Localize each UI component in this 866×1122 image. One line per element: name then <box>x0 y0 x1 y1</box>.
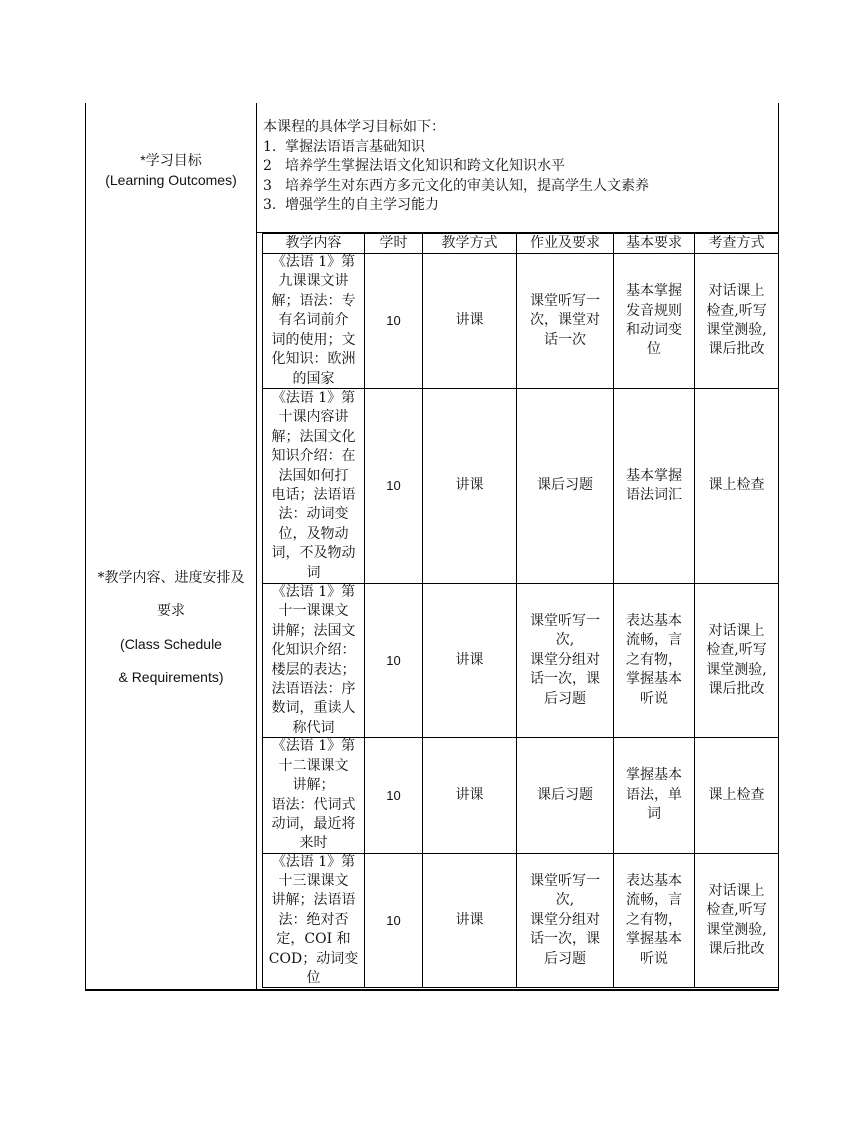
header-homework: 作业及要求 <box>530 234 600 251</box>
cell-text <box>626 282 682 360</box>
cell-line: 课堂测验, <box>706 921 767 938</box>
cell-line: 位 <box>306 970 321 987</box>
cell-line: 化知识：欧洲 <box>271 351 356 368</box>
cell-homework <box>517 584 613 737</box>
cell-line: 课堂听写一 <box>530 612 600 629</box>
cell-line: 数词，重读人 <box>271 700 356 717</box>
cell-line: 化知识介绍： <box>271 642 356 659</box>
cell-line: 词 <box>647 806 661 823</box>
learning-outcome-number: 3. <box>263 197 277 213</box>
cell-line: 表达基本 <box>626 612 682 629</box>
cell-homework <box>517 738 613 853</box>
cell-basic-requirements <box>614 738 694 853</box>
schedule-label-en-1: (Class Schedule <box>120 636 222 652</box>
cell-text: 10 <box>386 313 401 329</box>
cell-content <box>263 389 364 583</box>
cell-line: 讲解；法国文 <box>271 622 356 639</box>
cell-line: 表达基本 <box>626 872 682 889</box>
learning-outcome-item <box>263 157 649 177</box>
learning-outcome-number: 1. <box>263 138 277 155</box>
cell-basic-requirements <box>614 584 694 737</box>
cell-basic-requirements <box>614 389 694 583</box>
cell-hours <box>365 738 422 853</box>
header-hours: 学时 <box>379 234 408 251</box>
cell-text: 10 <box>386 478 401 494</box>
cell-line: 课堂分组对 <box>530 651 600 668</box>
cell-line: 课上检查 <box>708 477 765 494</box>
cell-line: 和动词变 <box>626 322 682 338</box>
cell-line: 话一次，课 <box>530 671 600 688</box>
cell-line: 十二课课文 <box>278 757 349 774</box>
learning-outcome-item <box>263 177 649 197</box>
cell-content <box>263 738 364 853</box>
cell-hours <box>365 854 422 987</box>
cell-text: 10 <box>386 912 401 928</box>
learning-outcomes-intro: 本课程的具体学习目标如下： <box>263 119 445 135</box>
cell-line: 流畅，言 <box>626 632 682 649</box>
cell-line: 位 <box>647 341 661 358</box>
header-content: 教学内容 <box>285 234 342 251</box>
cell-line: 词的使用；文 <box>271 331 356 348</box>
cell-line: 解；语法：专 <box>271 292 356 309</box>
cell-line: 课堂分组对 <box>530 911 600 928</box>
cell-line: 话一次，课 <box>530 931 600 948</box>
learning-outcomes-label-cn: *学习目标 <box>140 152 202 168</box>
cell-line: 词，不及物动 <box>271 545 356 562</box>
outer-left-border <box>85 103 86 990</box>
cell-assessment <box>695 254 778 388</box>
cell-basic-requirements <box>614 254 694 388</box>
cell-line: 课后批改 <box>708 940 765 957</box>
cell-line: 讲解；法语语 <box>271 892 356 909</box>
cell-assessment <box>695 738 778 853</box>
cell-line: 掌握基本 <box>626 767 682 784</box>
cell-content <box>263 854 364 987</box>
cell-hours <box>365 389 422 583</box>
cell-line: 知识介绍：在 <box>271 448 356 465</box>
cell-line: 动词，最近将 <box>271 815 356 832</box>
cell-text: 讲课 <box>455 911 484 928</box>
cell-content <box>263 584 364 737</box>
cell-line: 课堂听写一 <box>530 872 600 889</box>
cell-line: 九课课文讲 <box>278 273 349 290</box>
cell-line: 检查,听写 <box>706 302 767 319</box>
cell-line: 课后批改 <box>708 341 765 358</box>
learning-outcome-item <box>263 196 649 216</box>
cell-line: 次, <box>555 892 575 909</box>
cell-text <box>709 786 765 805</box>
cell-line: 法语语法：序 <box>271 680 356 697</box>
cell-line: 十一课课文 <box>278 603 349 620</box>
cell-line: 流畅，言 <box>626 892 682 909</box>
cell-text <box>626 766 682 824</box>
cell-line: 法国如何打 <box>278 467 349 484</box>
cell-line: 后习题 <box>544 950 586 967</box>
cell-text <box>272 389 356 583</box>
cell-line: 基本掌握 <box>626 283 682 300</box>
cell-basic-requirements <box>614 854 694 987</box>
learning-outcome-number: 3 <box>263 177 272 194</box>
cell-line: 法：动词变 <box>278 506 349 523</box>
cell-line: 《法语 1》第 <box>271 254 356 271</box>
cell-homework <box>517 854 613 987</box>
cell-line: 来时 <box>299 835 328 852</box>
learning-outcome-number: 2 <box>263 158 272 174</box>
cell-line: 检查,听写 <box>706 642 767 659</box>
cell-text <box>537 476 593 495</box>
cell-text <box>537 786 593 805</box>
cell-line: 课堂测验, <box>706 322 767 338</box>
cell-line: 掌握基本 <box>626 671 682 688</box>
learning-outcomes-content <box>263 118 649 216</box>
cell-hours <box>365 254 422 388</box>
cell-text <box>706 622 766 700</box>
cell-line: 课后习题 <box>537 477 593 494</box>
cell-method <box>423 254 516 388</box>
cell-line: 之有物， <box>626 911 682 928</box>
cell-line: 《法语 1》第 <box>271 853 356 870</box>
cell-line: 课后批改 <box>708 680 765 697</box>
cell-text <box>626 872 682 969</box>
cell-line: 讲解； <box>292 777 335 794</box>
cell-text <box>269 853 358 989</box>
cell-line: 定，COI 和 <box>276 931 351 948</box>
cell-line: 听说 <box>640 690 668 707</box>
cell-line: 《法语 1》第 <box>271 738 356 755</box>
cell-assessment <box>695 584 778 737</box>
learning-outcomes-label <box>86 150 256 190</box>
cell-line: 后习题 <box>544 690 586 707</box>
cell-line: 掌握基本 <box>626 931 682 948</box>
cell-line: 有名词前介 <box>278 312 349 329</box>
cell-line: 对话课上 <box>708 283 765 300</box>
cell-line: 《法语 1》第 <box>271 583 356 600</box>
cell-text: 10 <box>386 787 401 803</box>
cell-line: COD；动词变 <box>268 950 359 967</box>
cell-line: 发音规则 <box>626 302 682 319</box>
cell-text <box>272 737 356 853</box>
cell-line: 之有物， <box>626 651 682 668</box>
cell-line: 课后习题 <box>537 786 593 803</box>
cell-method <box>423 389 516 583</box>
label-column-divider <box>256 103 257 990</box>
cell-line: 位，及物动 <box>278 525 349 542</box>
cell-text <box>706 282 766 360</box>
cell-homework <box>517 254 613 388</box>
cell-line: 解；法国文化 <box>271 428 356 445</box>
schedule-label-en-2: & Requirements) <box>118 669 224 685</box>
cell-text: 讲课 <box>455 651 484 668</box>
cell-line: 楼层的表达； <box>271 661 356 678</box>
cell-method <box>423 584 516 737</box>
header-basic-requirements: 基本要求 <box>626 234 682 251</box>
cell-text <box>530 872 600 969</box>
cell-text: 讲课 <box>455 477 484 494</box>
learning-outcome-text: 培养学生掌握法语文化知识和跨文化知识水平 <box>285 158 565 174</box>
cell-text <box>706 882 766 960</box>
header-method: 教学方式 <box>441 234 498 251</box>
schedule-label-cn-1: *教学内容、进度安排及 <box>97 570 245 586</box>
learning-outcome-text: 培养学生对东西方多元文化的审美认知，提高学生人文素养 <box>285 177 649 194</box>
cell-text <box>272 583 356 738</box>
cell-homework <box>517 389 613 583</box>
cell-line: 称代词 <box>292 719 335 736</box>
learning-outcome-text: 增强学生的自主学习能力 <box>285 197 439 213</box>
cell-text: 讲课 <box>455 786 484 803</box>
cell-line: 语法词汇 <box>626 487 682 503</box>
cell-line: 基本掌握 <box>626 467 682 484</box>
learning-outcome-text: 掌握法语语言基础知识 <box>285 138 425 155</box>
cell-line: 课堂听写一 <box>530 292 600 309</box>
cell-line: 十课内容讲 <box>278 409 349 426</box>
cell-assessment <box>695 389 778 583</box>
cell-line: 话一次 <box>544 331 586 348</box>
cell-text: 讲课 <box>455 312 484 329</box>
cell-line: 十三课课文 <box>278 872 349 889</box>
learning-outcome-item <box>263 138 649 158</box>
cell-line: 语法，单 <box>626 786 682 803</box>
cell-line: 课上检查 <box>708 786 765 803</box>
cell-line: 课堂测验, <box>706 661 767 678</box>
cell-assessment <box>695 854 778 987</box>
cell-text <box>530 612 600 709</box>
cell-line: 词 <box>306 564 321 581</box>
schedule-label-cn-2: 要求 <box>157 603 185 619</box>
schedule-label <box>86 562 256 694</box>
cell-method <box>423 738 516 853</box>
cell-text <box>626 612 682 709</box>
cell-line: 检查,听写 <box>706 902 767 919</box>
cell-text <box>530 292 600 350</box>
cell-text <box>272 253 356 389</box>
cell-line: 电话；法语语 <box>271 487 356 503</box>
cell-line: 《法语 1》第 <box>271 389 356 406</box>
cell-method <box>423 854 516 987</box>
cell-line: 对话课上 <box>708 882 765 899</box>
cell-content <box>263 254 364 388</box>
cell-line: 次, <box>555 632 575 649</box>
cell-text <box>626 467 682 506</box>
learning-outcomes-label-en: (Learning Outcomes) <box>105 172 237 188</box>
cell-line: 语法：代词式 <box>271 796 356 813</box>
header-assessment: 考查方式 <box>708 234 765 251</box>
outer-bottom-border <box>85 989 779 991</box>
outer-right-border <box>778 103 779 990</box>
cell-hours <box>365 584 422 737</box>
cell-line: 次，课堂对 <box>530 312 600 329</box>
cell-line: 对话课上 <box>708 622 765 639</box>
cell-line: 的国家 <box>292 370 335 387</box>
cell-text <box>709 476 765 495</box>
cell-text: 10 <box>386 652 401 668</box>
cell-line: 法：绝对否 <box>278 911 349 928</box>
cell-line: 听说 <box>640 950 668 967</box>
